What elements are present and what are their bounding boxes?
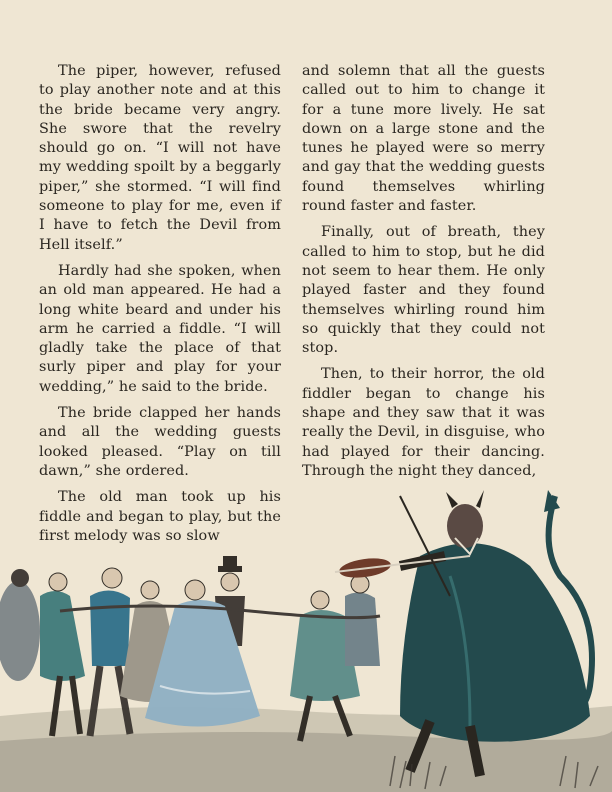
paragraph: Hardly had she spoken, when an old man appeared. He had a long white beard and under his arm he carried a fiddle. “I will gladly take the place of that surly piper and play for your wedding,” he said to the bride. [39,262,281,395]
right-text-column [302,62,545,488]
illustration-svg [0,486,612,792]
paragraph: The old man took up his fiddle and began to play, but the first melody was so slow [39,489,281,544]
paragraph: The bride clapped her hands and all the wedding guests looked pleased. “Play on till dawn,” she ordered. [39,405,281,479]
dance-illustration [0,486,612,792]
paragraph: Finally, out of breath, they called to him to stop, but he did not seem to hear them. He only played faster and they found themselves whirling round him so quickly that they could not stop. [302,224,545,357]
paragraph: Then, to their horror, the old fiddler began to change his shape and they saw that it was really the Devil, in disguise, who had played for their dancing. Through the night they danced, [302,366,545,479]
paragraph: and solemn that all the guests called out to him to change it for a tune more lively. He sat down on a large stone and the tunes he played were so merry and gay that the wedding guests found themselves whirling round faster and faster. [302,63,545,215]
paragraph: The piper, however, refused to play another note and at this the bride became very angry. She swore that the revelry should go on. “I will not have my wedding spoilt by a beggarly piper,” she stormed. “I will find someone to play for me, even if I have to fetch the Devil from Hell itself.” [39,63,281,253]
left-text-column [39,62,281,553]
